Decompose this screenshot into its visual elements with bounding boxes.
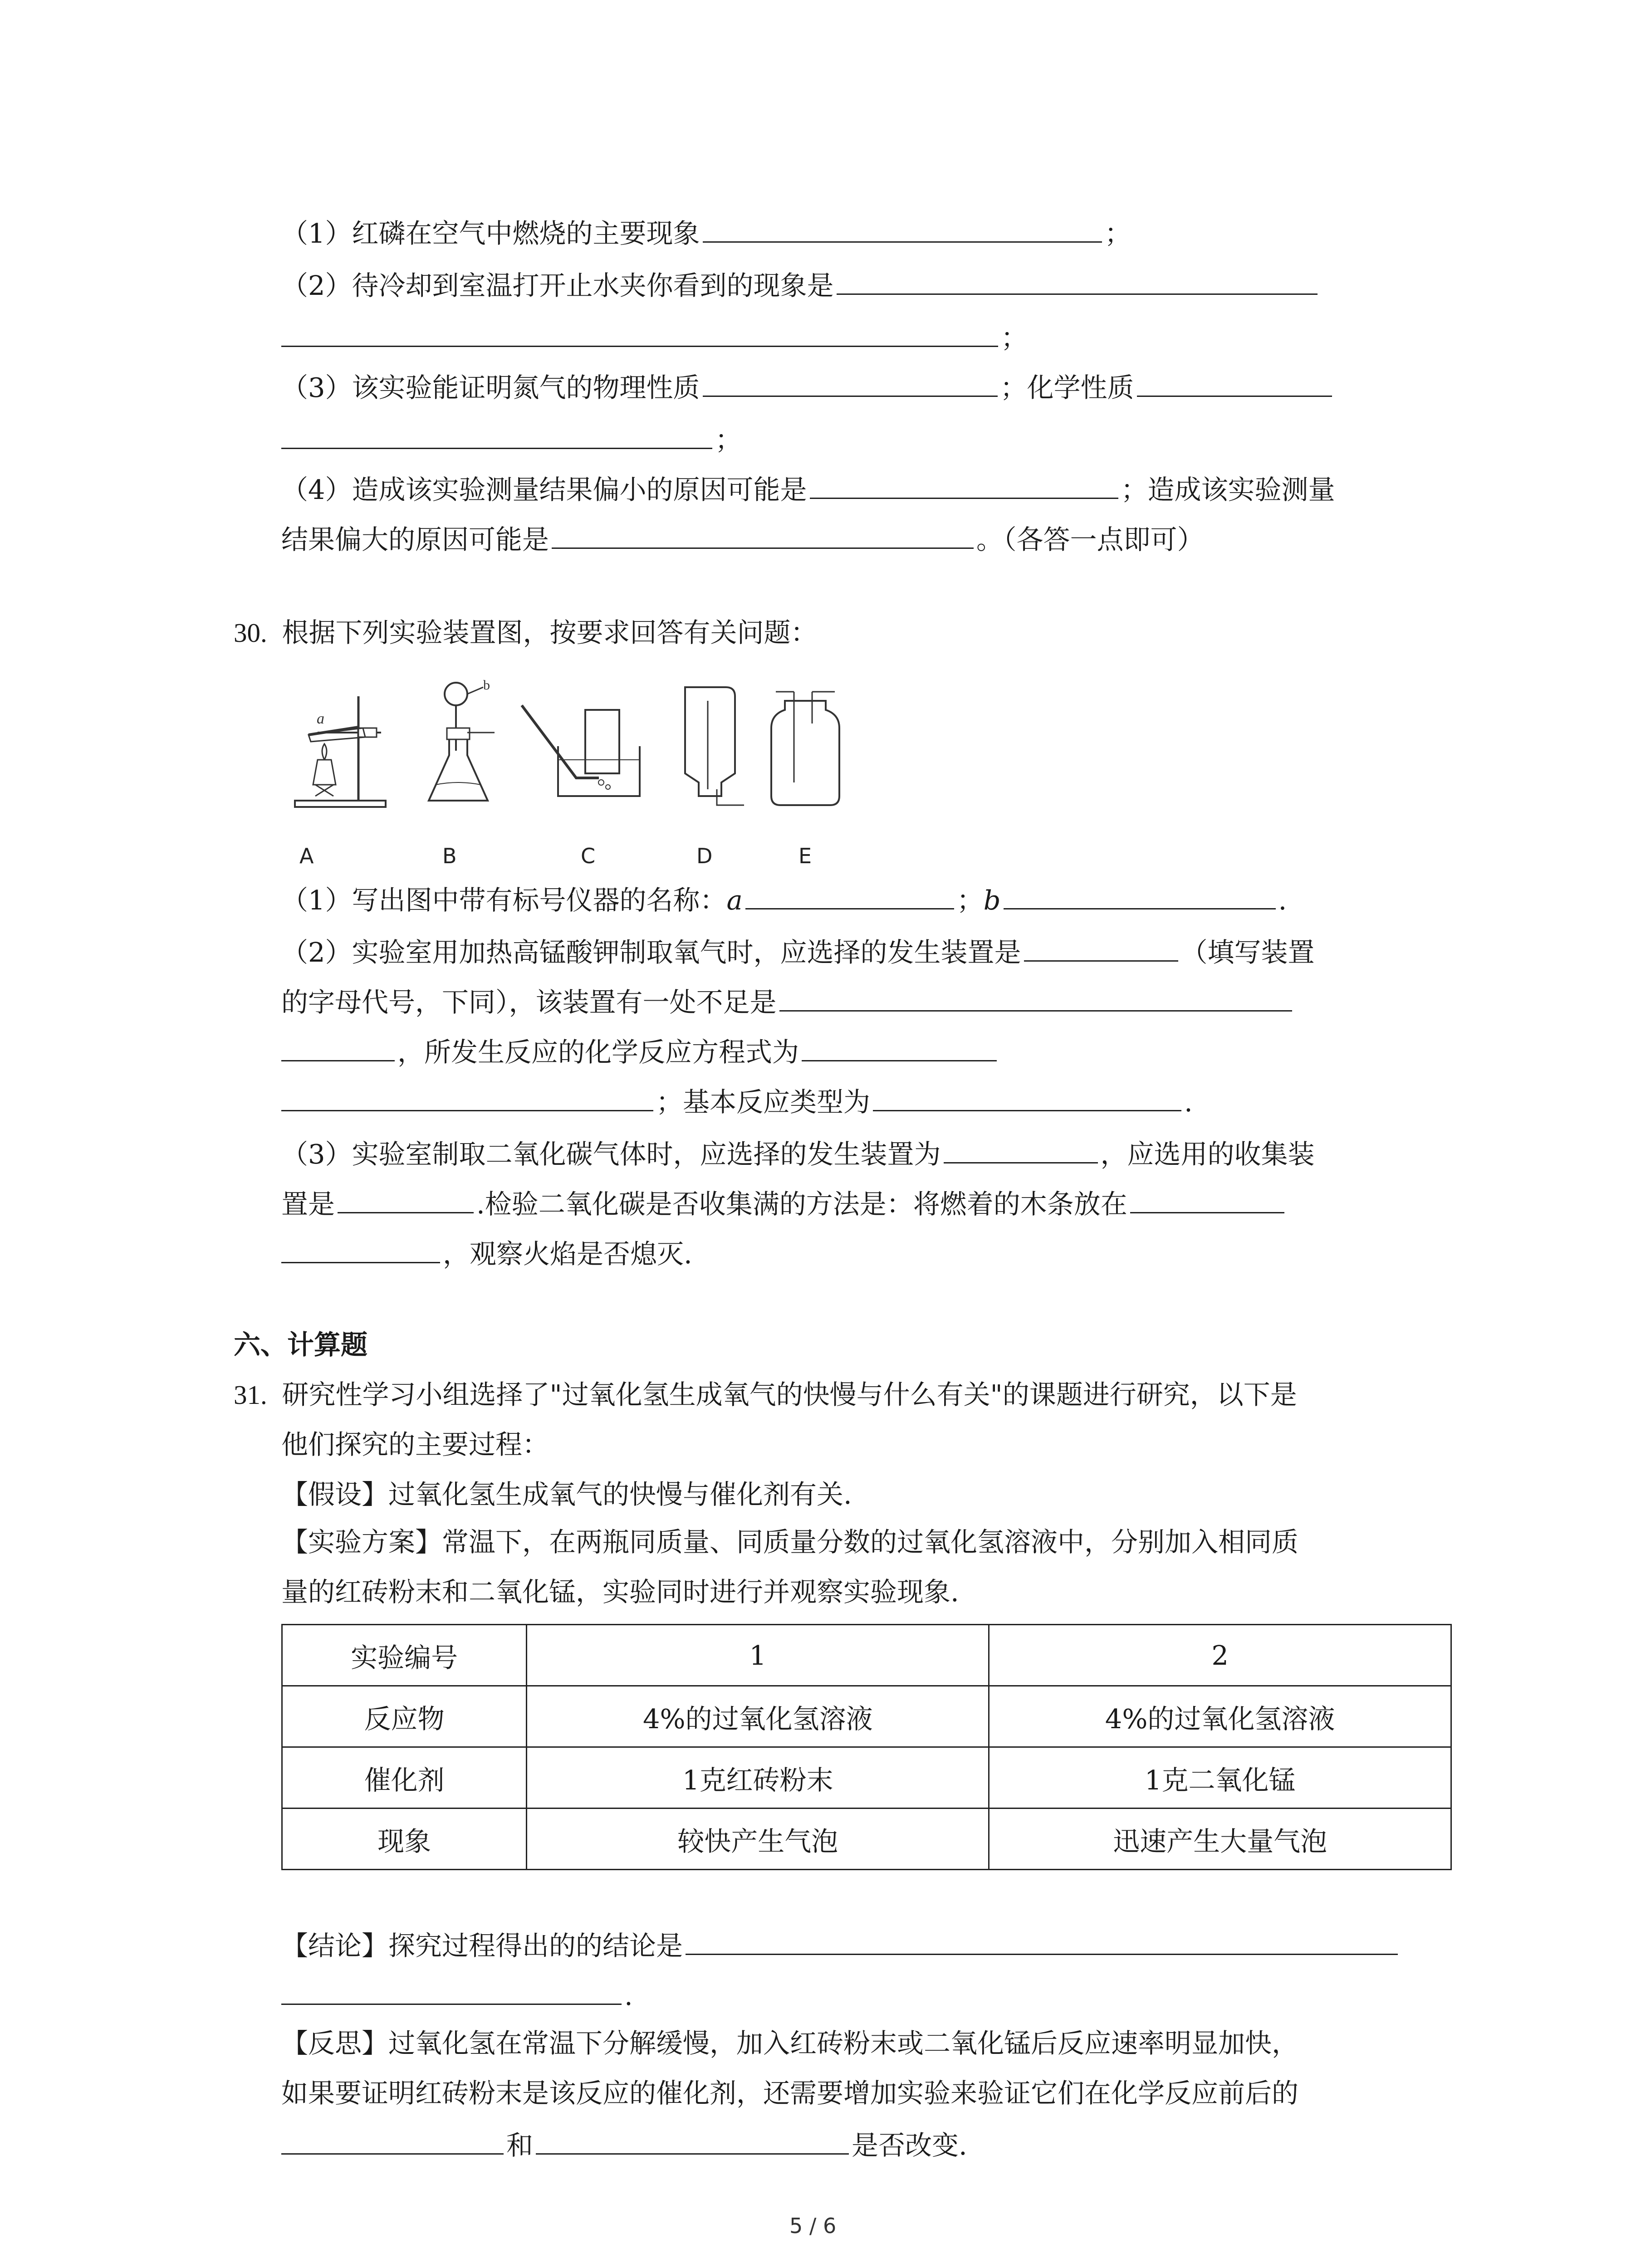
q29-part4-end: 。（各答一点即可） <box>976 524 1204 555</box>
q31-conclusion-text: 【结论】探究过程得出的的结论是 <box>281 1930 683 1961</box>
q31-stem-text: 研究性学习小组选择了"过氧化氢生成氧气的快慢与什么有关"的课题进行研究，以下是 <box>282 1379 1297 1410</box>
q30-part2-text4: ，所发生反应的化学反应方程式为 <box>397 1036 799 1068</box>
table-cell: 催化剂 <box>282 1747 527 1809</box>
q30-part3 <box>281 1134 1315 1173</box>
answer-blank[interactable] <box>536 2125 849 2155</box>
q30-part2-text: （2）实验室用加热高锰酸钾制取氧气时，应选择的发生装置是 <box>281 937 1021 968</box>
mark-a: a <box>317 710 324 727</box>
answer-blank[interactable] <box>281 318 998 347</box>
table-row <box>282 1747 1451 1809</box>
table-row <box>282 1686 1451 1747</box>
punct: ； <box>715 424 742 455</box>
punct: ； <box>956 885 984 916</box>
label-d: D <box>696 844 713 868</box>
answer-blank[interactable] <box>1024 932 1178 962</box>
answer-blank[interactable] <box>281 420 712 449</box>
apparatus-d-icon <box>671 678 753 814</box>
answer-blank[interactable] <box>281 1032 395 1061</box>
apparatus-b-icon <box>422 678 513 814</box>
answer-blank[interactable] <box>779 982 1292 1012</box>
answer-blank[interactable] <box>686 1926 1398 1955</box>
q29-part4-cont <box>281 519 1204 558</box>
punct: . <box>1184 1086 1193 1118</box>
table-row <box>282 1625 1451 1686</box>
answer-blank[interactable] <box>338 1184 474 1213</box>
answer-blank[interactable] <box>281 1975 622 2005</box>
q29-part3-cont <box>281 420 742 458</box>
table-cell: 迅速产生大量气泡 <box>989 1809 1451 1870</box>
table-cell: 反应物 <box>282 1686 527 1747</box>
q29-part4-text2: ；造成该实验测量 <box>1121 474 1335 505</box>
mark-b-text: b <box>983 885 1001 916</box>
punct: ； <box>1104 218 1132 249</box>
q30-part2-text5: ；基本反应类型为 <box>656 1086 871 1118</box>
q30-part3-text4: .检验二氧化碳是否收集满的方法是：将燃着的木条放在 <box>476 1188 1127 1220</box>
table-cell: 4%的过氧化氢溶液 <box>989 1686 1451 1747</box>
label-b: B <box>442 844 457 868</box>
q30-part2-cont3 <box>281 1082 1193 1120</box>
q29-part4 <box>281 469 1335 508</box>
q30-part3-text2: ，应选用的收集装 <box>1100 1139 1315 1170</box>
q31-plan: 【实验方案】常温下，在两瓶同质量、同质量分数的过氧化氢溶液中，分别加入相同质 <box>281 1526 1299 1558</box>
answer-blank[interactable] <box>1137 367 1332 397</box>
q30-stem-text: 根据下列实验装置图，按要求回答有关问题： <box>282 617 818 648</box>
q29-part2-cont <box>281 318 1028 356</box>
label-e: E <box>798 844 812 868</box>
page-number: 5 / 6 <box>789 2214 837 2238</box>
q30-part2-text2: （填写装置 <box>1181 937 1315 968</box>
section-title: 六、计算题 <box>234 1329 368 1360</box>
apparatus-e-icon <box>762 678 853 814</box>
q30-part3-cont <box>281 1184 1287 1222</box>
q31-stem-cont: 他们探究的主要过程： <box>281 1429 549 1460</box>
punct: ； <box>1001 322 1028 353</box>
table-cell: 1克二氧化锰 <box>989 1747 1451 1809</box>
q29-part1-text: （1）红磷在空气中燃烧的主要现象 <box>281 218 700 249</box>
q31-reflection-cont: 如果要证明红砖粉末是该反应的催化剂，还需要增加实验来验证它们在化学反应前后的 <box>281 2077 1299 2109</box>
table-row <box>282 1809 1451 1870</box>
table-cell: 较快产生气泡 <box>527 1809 989 1870</box>
q29-part3-text: （3）该实验能证明氮气的物理性质 <box>281 372 700 403</box>
question-number: 30. <box>234 618 267 648</box>
question-number: 31. <box>234 1380 267 1410</box>
table-cell: 实验编号 <box>282 1625 527 1686</box>
q31-reflection-cont2 <box>281 2125 967 2164</box>
q30-part3-text5: ，观察火焰是否熄灭. <box>443 1238 692 1270</box>
q30-part2 <box>281 932 1315 971</box>
mark-a-text: a <box>726 885 743 916</box>
apparatus-figure <box>281 678 871 878</box>
answer-blank[interactable] <box>703 213 1102 243</box>
punct: . <box>1278 885 1287 916</box>
q31-reflection: 【反思】过氧化氢在常温下分解缓慢，加入红砖粉末或二氧化锰后反应速率明显加快， <box>281 2028 1299 2059</box>
q30-part2-cont2 <box>281 1032 999 1070</box>
q30-part1 <box>281 880 1287 919</box>
q30-part3-text3: 置是 <box>281 1188 335 1220</box>
punct: . <box>624 1980 633 2011</box>
q30-stem <box>234 615 818 651</box>
q29-part4-text3: 结果偏大的原因可能是 <box>281 524 549 555</box>
q29-part1 <box>281 213 1132 252</box>
q29-part3 <box>281 367 1335 406</box>
answer-blank[interactable] <box>703 367 998 397</box>
q29-part2 <box>281 265 1320 304</box>
q30-part1-text: （1）写出图中带有标号仪器的名称： <box>281 885 727 916</box>
q30-part2-cont <box>281 982 1295 1021</box>
answer-blank[interactable] <box>281 1082 653 1111</box>
q31-reflection-end: 是否改变. <box>852 2130 967 2161</box>
q31-hypothesis: 【假设】过氧化氢生成氧气的快慢与催化剂有关. <box>281 1479 852 1510</box>
apparatus-a-icon <box>290 678 399 814</box>
answer-blank[interactable] <box>873 1082 1181 1111</box>
mark-b: b <box>483 678 490 693</box>
table-cell: 现象 <box>282 1809 527 1870</box>
answer-blank[interactable] <box>810 469 1118 499</box>
answer-blank[interactable] <box>802 1032 997 1061</box>
q29-part3-chem: ；化学性质 <box>1000 372 1134 403</box>
experiment-table <box>281 1624 1452 1870</box>
q30-part2-text3: 的字母代号，下同），该装置有一处不足是 <box>281 987 777 1018</box>
q31-plan-cont: 量的红砖粉末和二氧化锰，实验同时进行并观察实验现象. <box>281 1576 959 1608</box>
table-cell: 1 <box>527 1625 989 1686</box>
table-cell: 1克红砖粉末 <box>527 1747 989 1809</box>
q31-conclusion <box>281 1926 1401 1964</box>
q30-part3-cont2 <box>281 1234 692 1272</box>
table-cell: 2 <box>989 1625 1451 1686</box>
q29-part4-text: （4）造成该实验测量结果偏小的原因可能是 <box>281 474 807 505</box>
answer-blank[interactable] <box>1130 1184 1284 1213</box>
label-c: C <box>581 844 596 868</box>
answer-blank[interactable] <box>281 2125 504 2155</box>
q31-conclusion-cont <box>281 1975 633 2014</box>
answer-blank[interactable] <box>1004 880 1276 909</box>
answer-blank[interactable] <box>745 880 954 909</box>
label-a: A <box>299 844 314 868</box>
q30-part3-text: （3）实验室制取二氧化碳气体时，应选择的发生装置为 <box>281 1139 941 1170</box>
answer-blank[interactable] <box>837 265 1318 295</box>
answer-blank[interactable] <box>281 1234 440 1263</box>
answer-blank[interactable] <box>944 1134 1098 1163</box>
q31-stem <box>234 1377 1297 1413</box>
q31-and: 和 <box>506 2130 534 2161</box>
table-cell: 4%的过氧化氢溶液 <box>527 1686 989 1747</box>
apparatus-c-icon <box>517 678 644 814</box>
q29-part2-text: （2）待冷却到室温打开止水夹你看到的现象是 <box>281 270 834 301</box>
answer-blank[interactable] <box>552 519 974 549</box>
